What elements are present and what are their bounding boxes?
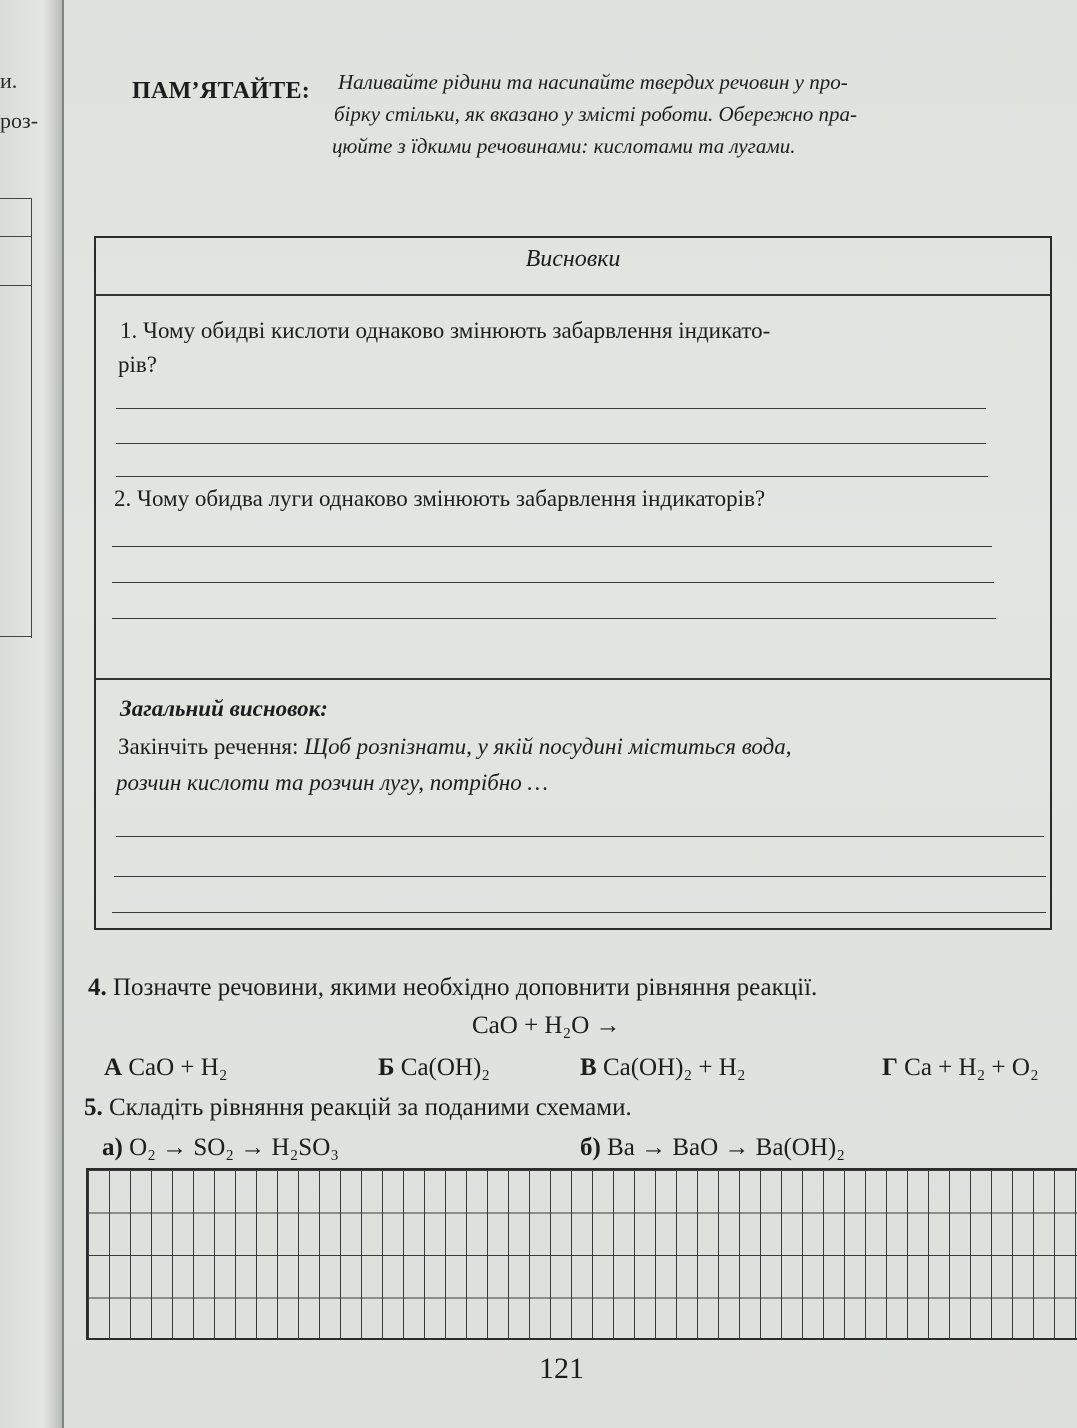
answer-line[interactable] (112, 582, 994, 583)
task-5-prompt (84, 1094, 632, 1122)
general-conclusion-prefix: Закінчіть речення: (118, 734, 305, 759)
general-conclusion-sentence-continued: розчин кислоти та розчин лугу, потрібно … (116, 770, 548, 795)
answer-grid[interactable] (86, 1168, 1077, 1340)
title-divider (96, 294, 1050, 296)
option-text: Ca(OH)₂ + H₂ (602, 1054, 746, 1081)
task-4-number: 4. (88, 974, 107, 1001)
answer-line[interactable] (116, 836, 1044, 837)
left-page-fragment: и. (0, 68, 18, 93)
option-letter: В (580, 1054, 597, 1081)
left-page-fragment: роз- (0, 108, 39, 133)
left-page-rule (0, 285, 32, 286)
reminder-text-line: Наливайте рідини та насипайте твердих речовин у про- (338, 70, 848, 94)
general-conclusion-divider (96, 678, 1050, 680)
task-4-prompt (88, 974, 817, 1002)
answer-line[interactable] (116, 408, 986, 409)
answer-option-b[interactable] (378, 1054, 490, 1082)
scheme-b-formula: Ba → BaO → Ba(OH)₂ (607, 1134, 845, 1161)
answer-line[interactable] (116, 476, 988, 477)
task-4-text: Позначте речовини, якими необхідно доповнити рівняння реакції. (113, 974, 818, 1001)
reminder-text-line: бірку стільки, як вказано у змісті роботи. Обережно пра- (334, 102, 858, 126)
scheme-a-label: а) (102, 1134, 123, 1161)
task-5-text: Складіть рівняння реакцій за поданими схемами. (109, 1094, 632, 1121)
option-text: CaO + H₂ (128, 1054, 228, 1081)
scheme-a-formula: O₂ → SO₂ → H₂SO₃ (129, 1134, 339, 1161)
page-number: 121 (539, 1352, 584, 1385)
answer-line[interactable] (112, 618, 996, 619)
answer-option-d[interactable] (882, 1054, 1077, 1082)
scheme-b (580, 1134, 845, 1162)
conclusions-box (94, 236, 1052, 930)
left-page-border (31, 198, 32, 638)
scheme-b-label: б) (580, 1134, 601, 1161)
answer-line[interactable] (114, 876, 1046, 877)
answer-option-a[interactable] (104, 1054, 228, 1082)
general-conclusion-title: Загальний висновок: (120, 696, 328, 721)
task-5-number: 5. (84, 1094, 103, 1121)
left-page-rule (0, 198, 32, 199)
task-4-equation: CaO + H₂O → (472, 1012, 621, 1039)
question-1-text-continued: рів? (118, 352, 157, 377)
reminder-label: ПАМ’ЯТАЙТЕ: (132, 78, 311, 104)
general-conclusion-prompt (118, 734, 791, 760)
option-text: Ca + H₂ + O₂ (904, 1054, 1039, 1081)
option-letter: Б (378, 1054, 395, 1081)
conclusions-title: Висновки (525, 246, 621, 272)
answer-line[interactable] (116, 443, 986, 444)
option-letter: А (104, 1054, 123, 1081)
workbook-page (64, 0, 1077, 1428)
answer-line[interactable] (112, 546, 992, 547)
left-page-rule (0, 636, 32, 637)
reminder-text-line: цюйте з їдкими речовинами: кислотами та лугами. (332, 134, 796, 158)
scheme-a (102, 1134, 339, 1162)
general-conclusion-sentence: Щоб розпізнати, у якій посудині міститься вода, (304, 734, 792, 759)
left-page-edge (0, 0, 62, 1428)
answer-line[interactable] (112, 912, 1046, 913)
option-text: Ca(OH)₂ (400, 1054, 491, 1081)
left-page-rule (0, 236, 32, 237)
question-2-text: 2. Чому обидва луги однаково змінюють забарвлення індикаторів? (114, 486, 766, 511)
answer-option-c[interactable] (580, 1054, 746, 1082)
option-letter: Г (882, 1054, 898, 1081)
question-1-text: 1. Чому обидві кислоти однаково змінюють забарвлення індикато- (120, 318, 771, 343)
